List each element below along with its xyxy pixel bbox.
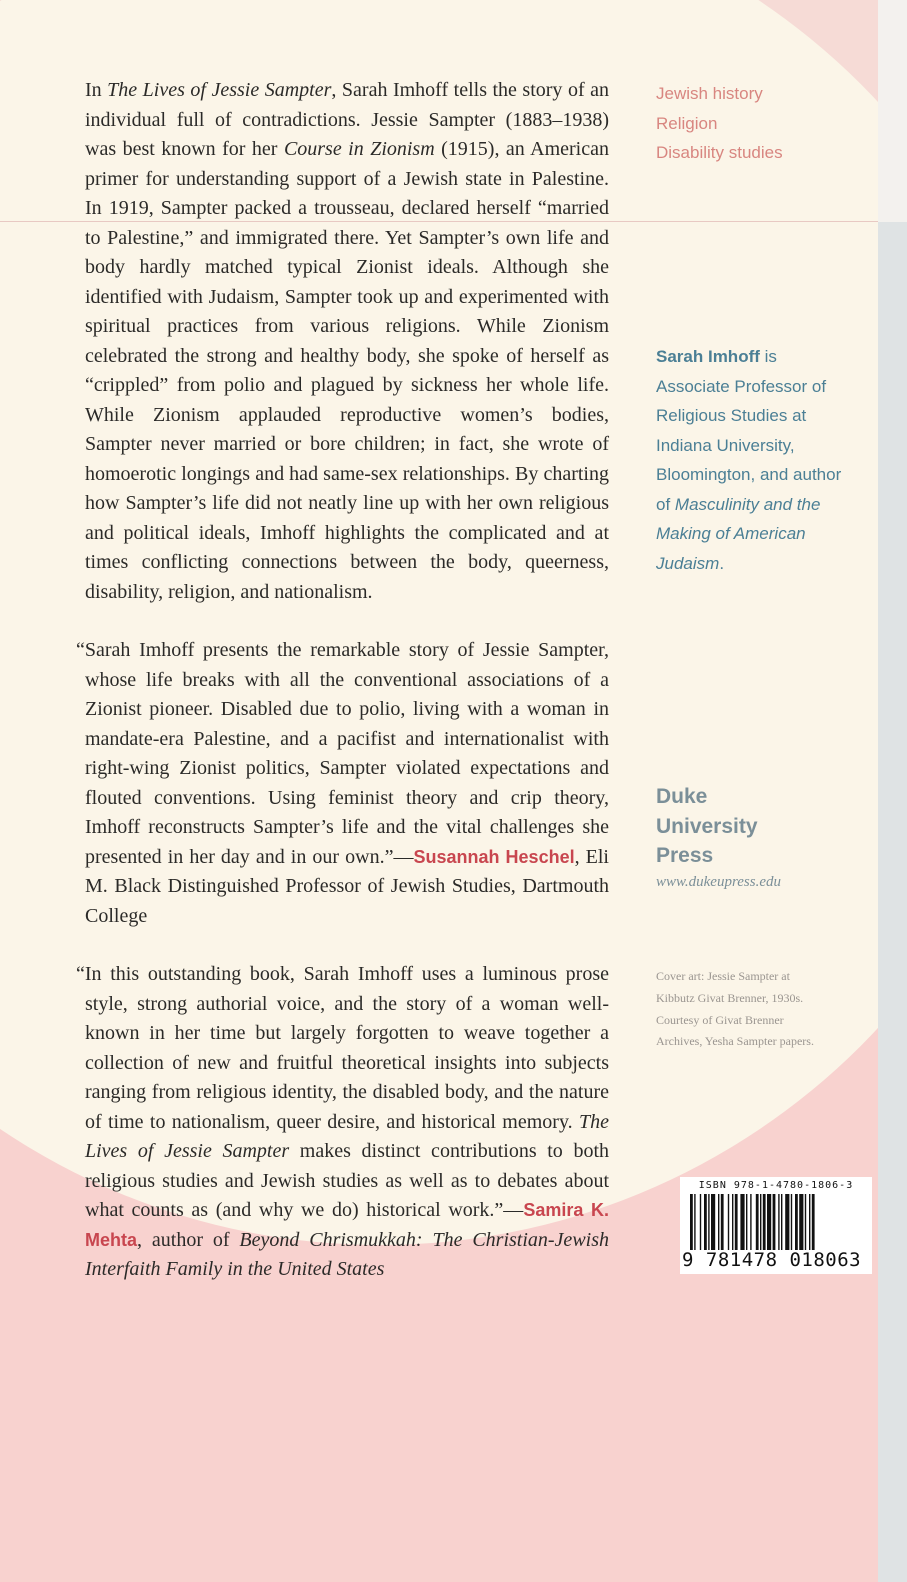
book-description: In The Lives of Jessie Sampter, Sarah Imhoff tells the story of an individual full of contradictions. Jessie Sampter (1883–1938) was best known for her Course in Zionism (1915), an American primer for understanding support of a Jewish state in Palestine. In 1919, Sampter packed a trousseau, declared herself “married to Palestine,” and immigrated there. Yet Sampter’s own life and body hardly matched typical Zionist ideals. Although she identified with Judaism, Sampter took up and experimented with spiritual practices from various religions. While Zionism celebrated the strong and healthy body, she spoke of herself as “crippled” from polio and plagued by sickness her whole life. While Zionism applauded reproductive women’s bodies, Sampter never married or bore children; in fact, she wrote of homoerotic longings and had same-sex relationships. By charting how Sampter’s life did not neatly line up with her own religious and political ideals, Imhoff highlights the complicated and at times conflicting connections between the body, queerness, disability, religion, and nationalism. [85, 79, 609, 603]
subject-item: Religion [656, 113, 718, 133]
barcode-bar [767, 1194, 771, 1250]
barcode-bar [785, 1194, 789, 1250]
isbn-barcode [680, 1177, 872, 1274]
cover-credit: Cover art: Jessie Sampter at Kibbutz Givat Brenner, 1930s. Courtesy of Givat Brenner Archives, Yesha Sampter papers. [656, 969, 814, 1049]
publisher-line: Press [656, 844, 714, 867]
main-text-column [76, 76, 610, 1285]
author-bio-text: is Associate Professor of Religious Studies at Indiana University, Bloomington, and author of Masculinity and the Making of American Judaism. [656, 347, 842, 573]
publisher-line: Duke [656, 785, 708, 808]
subject-item: Jewish history [656, 84, 763, 103]
barcode-bar [694, 1194, 695, 1250]
barcode-bar [718, 1194, 719, 1250]
publisher-name [656, 782, 846, 871]
barcode-bar [728, 1194, 729, 1250]
barcode-bar [809, 1194, 810, 1250]
subject-item: Disability studies [656, 143, 783, 162]
barcode-bar [721, 1194, 724, 1250]
barcode-bar [704, 1194, 707, 1250]
barcode-bar [711, 1194, 715, 1250]
barcode-bar [746, 1194, 747, 1250]
barcode-bar [778, 1194, 779, 1250]
barcode-bar [756, 1194, 759, 1250]
spine-edge [878, 222, 907, 1582]
barcode-bar [732, 1194, 733, 1250]
barcode-bar [773, 1194, 776, 1250]
barcode-bar [740, 1194, 744, 1250]
quote-author: Samira K. Mehta [85, 1200, 609, 1250]
barcode-bar [812, 1194, 815, 1250]
isbn-label: ISBN 978-1-4780-1806-3 [698, 1180, 854, 1191]
barcode-bar [735, 1194, 738, 1250]
barcode-bar [791, 1194, 792, 1250]
barcode-bar [700, 1194, 701, 1250]
publisher-line: University [656, 814, 758, 838]
quote-author: Susannah Heschel [413, 846, 575, 867]
quote-text: “In this outstanding book, Sarah Imhoff uses a luminous prose style, strong authorial voice, and the story of a woman well-known in her time but largely forgotten to weave together a collection of new and fruitful theoretical insights into subjects ranging from religious identity, the disabled body, and the nature of time to nationalism, queer desire, and historical memory. The Lives of Jessie Sampter makes distinct contributions to both religious studies and Jewish studies as well as to debates about what counts as (and why we do) historical work.”— [76, 963, 610, 1221]
author-name: Sarah Imhoff [656, 347, 760, 366]
quote-text: “Sarah Imhoff presents the remarkable story of Jessie Sampter, whose life breaks with all the conventional associations of a Zionist pioneer. Disabled due to polio, living with a woman in mandate-era Palestine, and a pacifist and internationalist with right-wing Zionist politics, Sampter violated expectations and flouted conventions. Using feminist theory and crip theory, Imhoff reconstructs Sampter’s life and the vital challenges she presented in her day and in our own.”— [76, 639, 609, 868]
isbn-number: 9 781478 018063 [682, 1249, 862, 1271]
barcode-bar [763, 1194, 766, 1250]
barcode-bar [708, 1194, 709, 1250]
spine-top [878, 0, 907, 222]
endorsement-mehta [76, 960, 610, 1285]
barcode-bar [805, 1194, 806, 1250]
endorsement-heschel [76, 636, 609, 931]
subject-categories [656, 79, 846, 168]
barcode-bar [795, 1194, 798, 1250]
barcode-bar [750, 1194, 751, 1250]
barcode-bar [799, 1194, 803, 1250]
publisher-url: www.dukeupress.edu [656, 874, 781, 890]
barcode-bar [760, 1194, 761, 1250]
author-bio [656, 342, 846, 578]
barcode-bar [690, 1194, 693, 1250]
barcode-bar [781, 1194, 782, 1250]
barcode-bars [690, 1194, 862, 1250]
quote-affiliation: , Eli M. Black Distinguished Professor of Jewish Studies, Dartmouth College [85, 845, 609, 927]
quote-affiliation: , author of Beyond Chrismukkah: The Christian-Jewish Interfaith Family in the United States [85, 1228, 609, 1280]
